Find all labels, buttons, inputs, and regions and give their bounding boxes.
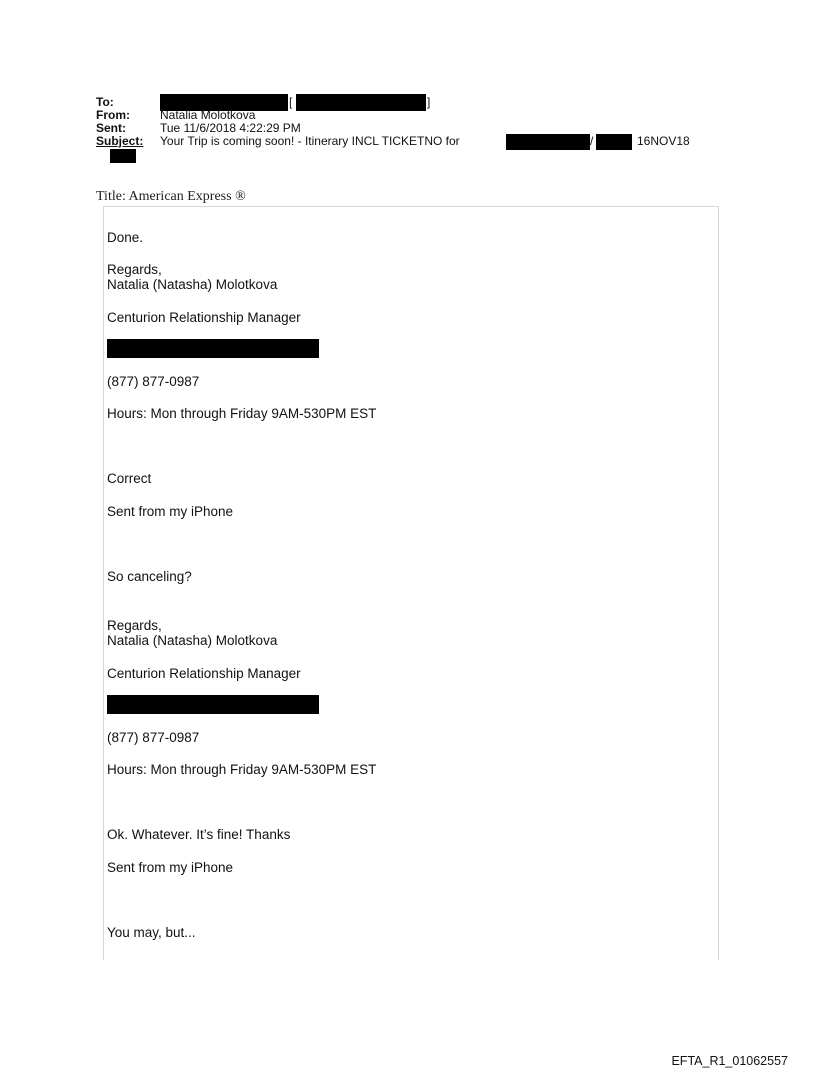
body-line: Regards, bbox=[107, 262, 162, 277]
body-line: Centurion Relationship Manager bbox=[107, 666, 301, 681]
body-line: Sent from my iPhone bbox=[107, 860, 234, 875]
body-line: Hours: Mon through Friday 9AM-530PM EST bbox=[107, 406, 377, 421]
redaction-block bbox=[110, 149, 136, 163]
body-line: Centurion Relationship Manager bbox=[107, 310, 301, 325]
body-line: Done. bbox=[107, 230, 144, 245]
body-line: Ok. Whatever. It’s fine! Thanks bbox=[107, 827, 291, 842]
document-title: Title: American Express ® bbox=[96, 189, 246, 204]
to-label: To: bbox=[96, 95, 114, 109]
bracket-glyph: ] bbox=[427, 95, 431, 109]
body-line: (877) 877-0987 bbox=[107, 730, 200, 745]
redaction-block bbox=[107, 339, 319, 358]
sent-value: Tue 11/6/2018 4:22:29 PM bbox=[160, 121, 301, 135]
body-line: Correct bbox=[107, 471, 152, 486]
body-line: You may, but... bbox=[107, 925, 196, 940]
redaction-block bbox=[107, 695, 319, 714]
body-line: Hours: Mon through Friday 9AM-530PM EST bbox=[107, 762, 377, 777]
body-line: (877) 877-0987 bbox=[107, 374, 200, 389]
email-header bbox=[96, 96, 736, 161]
body-line: So canceling? bbox=[107, 569, 192, 584]
bracket-glyph: [ bbox=[289, 95, 293, 109]
slash-glyph: / bbox=[590, 134, 594, 148]
sent-label: Sent: bbox=[96, 121, 126, 135]
body-line: Sent from my iPhone bbox=[107, 504, 234, 519]
body-line: Regards, bbox=[107, 618, 162, 633]
subject-row bbox=[96, 135, 736, 148]
subject-tail: 16NOV18 bbox=[637, 134, 690, 148]
document-id: EFTA_R1_01062557 bbox=[671, 1054, 788, 1068]
subject-continuation-row bbox=[96, 148, 736, 161]
from-value: Natalia Molotkova bbox=[160, 108, 256, 122]
from-label: From: bbox=[96, 108, 130, 122]
body-line: Natalia (Natasha) Molotkova bbox=[107, 277, 278, 292]
subject-value: Your Trip is coming soon! - Itinerary INCL TICKETNO for bbox=[160, 134, 460, 148]
subject-label: Subject: bbox=[96, 134, 144, 148]
body-line: Natalia (Natasha) Molotkova bbox=[107, 633, 278, 648]
